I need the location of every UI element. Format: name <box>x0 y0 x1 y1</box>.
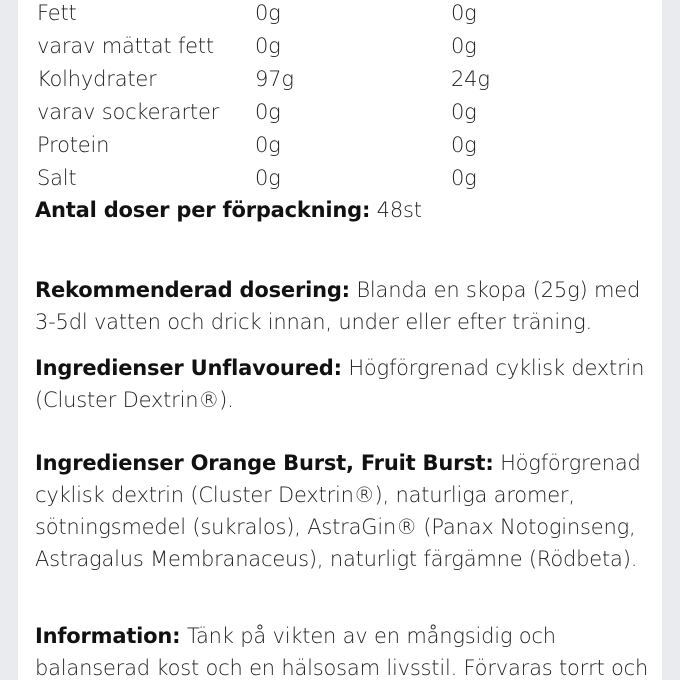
dosage-text: Blanda en skopa (25g) med 3-5dl vatten och drick innan, under eller efter träning. <box>35 278 641 334</box>
nutrient-per-100g: 0g <box>255 1 281 25</box>
nutrient-name: varav mättat fett <box>37 34 214 58</box>
nutrient-name: Fett <box>37 1 77 25</box>
nutrient-per-100g: 0g <box>255 133 281 157</box>
doses-per-package <box>35 194 653 226</box>
ingredients-unflavoured <box>35 352 653 416</box>
product-description-content <box>35 0 657 680</box>
nutrition-row <box>37 64 637 97</box>
nutrient-name: Kolhydrater <box>37 67 157 91</box>
nutrient-per-dose: 0g <box>451 133 477 157</box>
nutrient-name: Protein <box>37 133 110 157</box>
nutrient-per-dose: 0g <box>451 166 477 190</box>
nutrition-row <box>37 0 637 31</box>
nutrient-per-100g: 0g <box>255 100 281 124</box>
product-description-card <box>18 0 662 680</box>
recommended-dosage <box>35 274 653 338</box>
nutrient-per-dose: 0g <box>451 34 477 58</box>
nutrition-row <box>37 97 637 130</box>
ingredients-unflavoured-label: Ingredienser Unflavoured: <box>35 356 342 380</box>
ingredients-unflavoured-text: Högförgrenad cyklisk dextrin (Cluster Dextrin®). <box>35 356 645 412</box>
ingredients-flavoured-label: Ingredienser Orange Burst, Fruit Burst: <box>35 451 494 475</box>
ingredients-flavoured-text: Högförgrenad cyklisk dextrin (Cluster Dextrin®), naturliga aromer, sötningsmedel (sukralos), AstraGin® (Panax Notoginseng, Astragalus Membranaceus), naturligt färgämne (Rödbeta). <box>35 451 641 571</box>
nutrient-per-100g: 0g <box>255 34 281 58</box>
information-text: Tänk på vikten av en mångsidig och balanserad kost och en hälsosam livsstil. Förvaras torrt och <box>35 624 649 680</box>
doses-value: 48st <box>370 198 422 222</box>
nutrient-per-dose: 24g <box>451 67 490 91</box>
nutrition-table <box>35 0 657 198</box>
nutrient-per-dose: 0g <box>451 100 477 124</box>
nutrition-row <box>37 163 637 196</box>
doses-label: Antal doser per förpackning: <box>35 198 371 222</box>
nutrient-name: varav sockerarter <box>37 100 220 124</box>
nutrient-name: Salt <box>37 166 77 190</box>
information-label: Information: <box>35 624 181 648</box>
nutrient-per-100g: 97g <box>255 67 294 91</box>
nutrient-per-100g: 0g <box>255 166 281 190</box>
product-information <box>35 620 653 680</box>
nutrition-row <box>37 31 637 64</box>
dosage-label: Rekommenderad dosering: <box>35 278 350 302</box>
nutrition-row <box>37 130 637 163</box>
ingredients-flavoured <box>35 447 653 575</box>
nutrient-per-dose: 0g <box>451 1 477 25</box>
